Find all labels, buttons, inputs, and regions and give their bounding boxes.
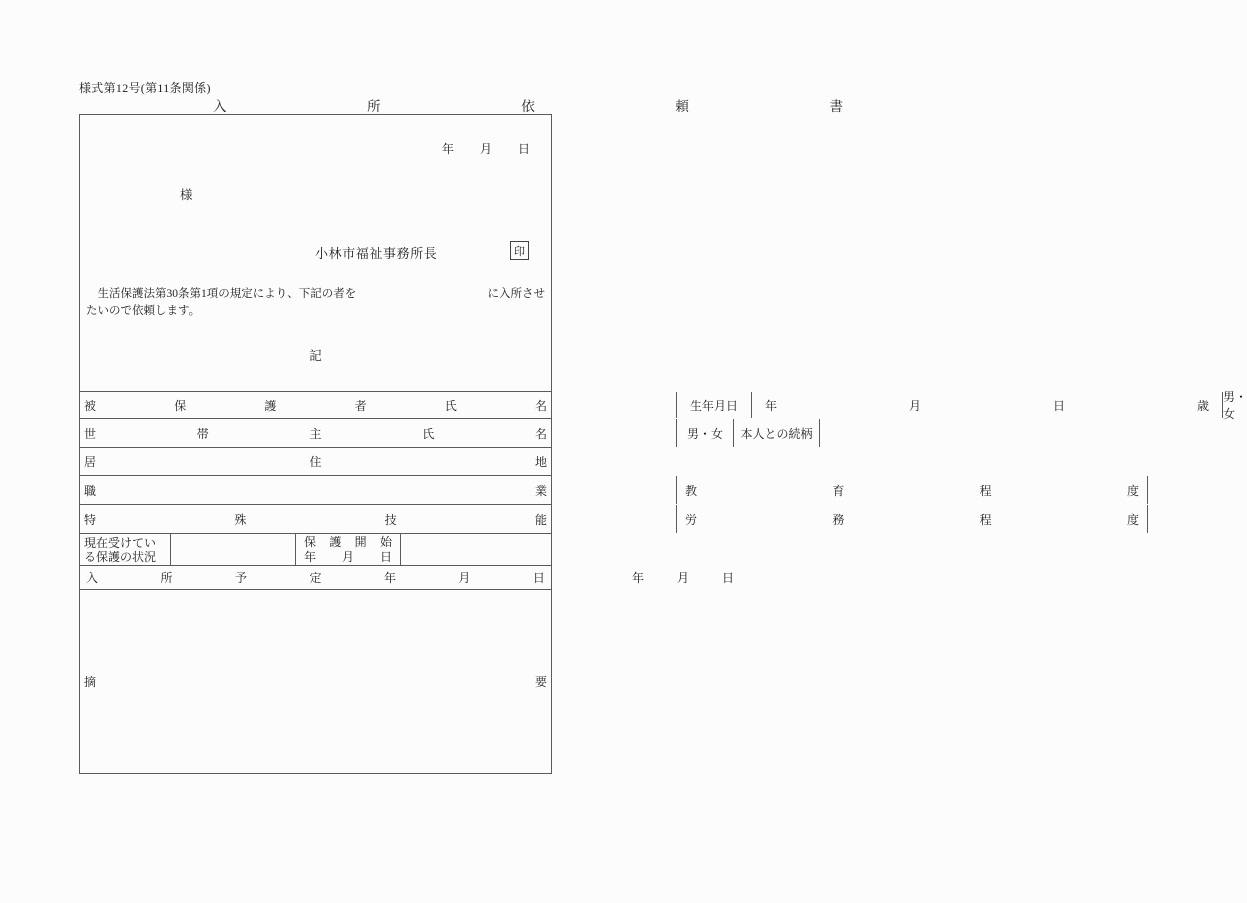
occupation-label: 職 業 <box>84 483 547 498</box>
current-protection-label: 現在受けてい る保護の状況 <box>84 536 157 564</box>
scheduled-admission-date-field <box>551 566 734 589</box>
scheduled-day-label: 日 <box>722 571 735 585</box>
date-month-label: 月 <box>479 142 492 156</box>
table-row-special-skill <box>80 504 1139 533</box>
table-row-protected-person <box>80 390 1247 421</box>
special-skill-label: 特 殊 技 能 <box>84 512 547 527</box>
protected-person-name-label: 被 保 護 者 氏 名 <box>84 398 547 413</box>
protection-start-date-field <box>400 534 551 565</box>
doc-title: 入 所 依 頼 書 <box>213 99 843 114</box>
seal-box <box>510 241 529 260</box>
labor-level-field <box>1147 505 1148 533</box>
form-header <box>80 115 551 391</box>
date-line <box>442 140 530 157</box>
special-skill-field <box>551 505 676 533</box>
addressee-suffix: 様 <box>180 188 193 202</box>
table-row-summary <box>80 589 551 773</box>
date-day-label: 日 <box>517 142 530 156</box>
sex-field: 男・女 <box>1223 390 1247 421</box>
table-row-occupation <box>80 475 1139 504</box>
table-row-current-protection <box>80 533 551 565</box>
occupation-field <box>551 476 676 504</box>
labor-level-label: 労 務 程 度 <box>676 505 1147 533</box>
table-row-scheduled-admission <box>80 565 735 589</box>
note-heading: 記 <box>309 349 322 363</box>
body-line1-right: に入所させ <box>487 288 545 300</box>
householder-name-field <box>551 419 676 447</box>
protected-person-name-field <box>551 392 676 418</box>
summary-label: 摘 要 <box>84 675 547 689</box>
householder-name-label: 世 帯 主 氏 名 <box>84 426 547 441</box>
date-year-label: 年 <box>441 142 454 156</box>
residence-field <box>551 448 552 475</box>
body-paragraph <box>86 286 545 319</box>
summary-field <box>551 590 552 773</box>
protection-start-date-label: 保 護 開 始 年 月 日 <box>295 534 400 565</box>
table-row-householder <box>80 418 813 447</box>
current-protection-field <box>170 534 295 565</box>
relation-field <box>819 419 820 447</box>
scheduled-admission-label: 入 所 予 定 年 月 日 <box>86 571 545 585</box>
scheduled-month-label: 月 <box>677 571 690 585</box>
table-row-residence <box>80 447 551 475</box>
residence-label: 居 住 地 <box>84 455 547 469</box>
form-number: 様式第12号(第11条関係) <box>79 81 211 95</box>
birth-date-label: 生年月日 <box>676 392 751 418</box>
sender-title: 小林市福祉事務所長 <box>315 246 438 261</box>
form-box <box>79 114 1247 774</box>
householder-sex-field: 男・女 <box>676 419 733 447</box>
body-line1-left: 生活保護法第30条第1項の規定により、下記の者を <box>97 288 357 300</box>
birth-date-field: 年 月 日 歳 <box>751 392 1222 418</box>
seal-character: 印 <box>514 245 525 258</box>
education-level-label: 教 育 程 度 <box>676 476 1147 504</box>
relation-label: 本人との続柄 <box>733 419 819 447</box>
form-table <box>80 390 1247 773</box>
scheduled-year-label: 年 <box>632 571 645 585</box>
education-level-field <box>1147 476 1148 504</box>
body-line2: たいので依頼します。 <box>86 304 201 317</box>
